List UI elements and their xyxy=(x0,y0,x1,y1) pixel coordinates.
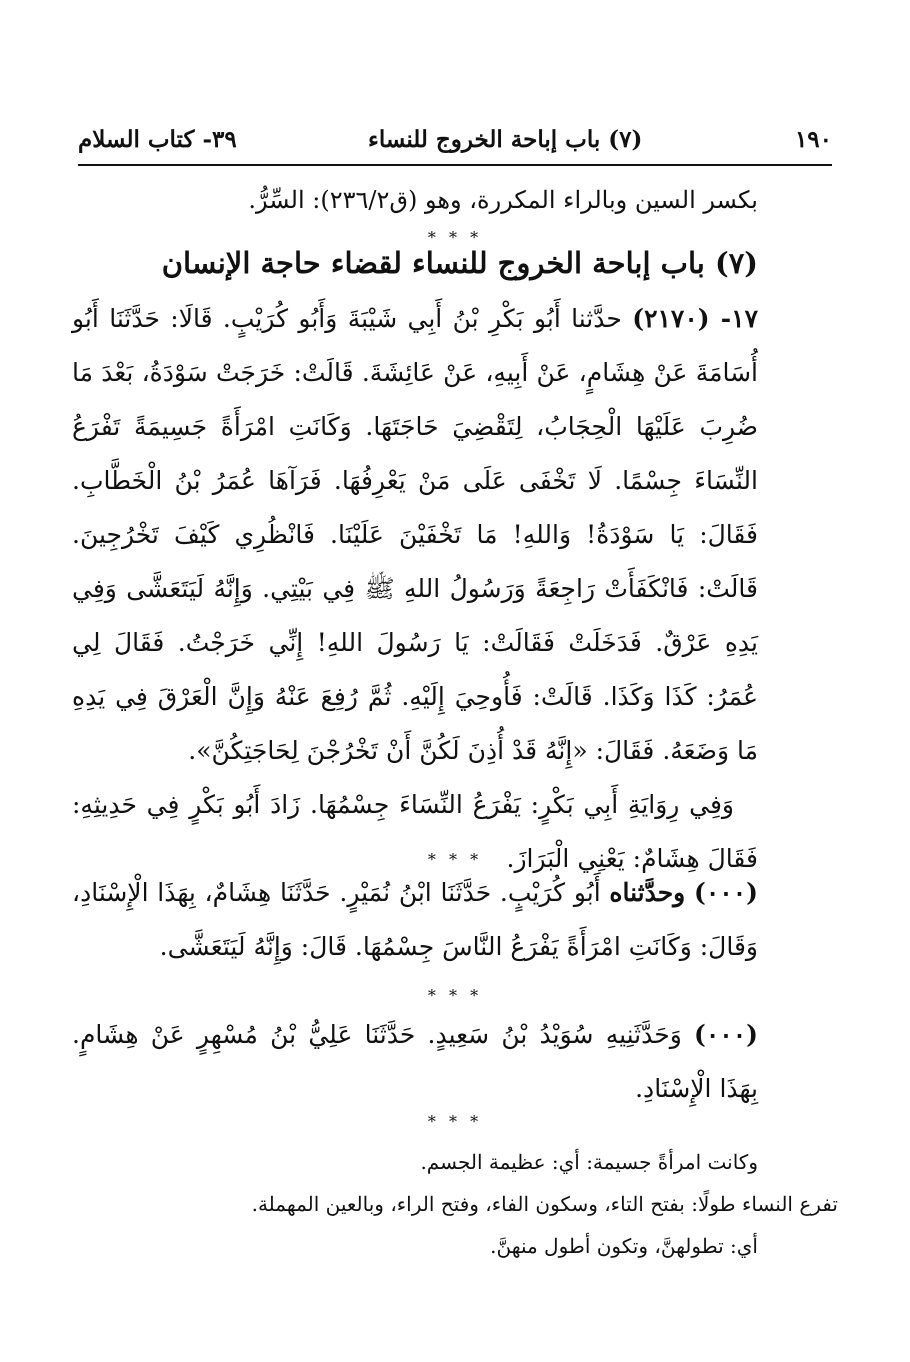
separator-stars: * * * xyxy=(427,986,483,1005)
separator-stars: * * * xyxy=(427,850,483,869)
chapter-title: (٧) باب إباحة الخروج للنساء لقضاء حاجة الإنسان xyxy=(161,246,758,280)
hadith-number: ١٧- (٢١٧٠) xyxy=(632,304,758,333)
hadith-lead: وحدَّثناه xyxy=(609,878,686,907)
running-book-title: ٣٩- كتاب السلام xyxy=(78,126,237,153)
page-header xyxy=(78,126,832,160)
hadith-body: أَبُو كُرَيْبٍ. حَدَّثَنَا ابْنُ نُمَيْرٍ. حَدَّثَنَا هِشَامٌ، بِهَذَا الْإِسْنَادِ، وَقَالَ: وَكَانَتِ امْرَأَةً يَفْرَعُ النَّاسَ جِسْمُهَا. قَالَ: وَإِنَّهُ لَيَتَعَشَّى. xyxy=(72,878,758,961)
hadith-third xyxy=(72,1008,758,1116)
hadith-main-text xyxy=(72,292,758,778)
running-chapter-title: (٧) باب إباحة الخروج للنساء xyxy=(368,126,643,153)
header-rule xyxy=(78,164,832,166)
hadith-body: حدَّثنا أَبُو بَكْرِ بْنُ أَبِي شَيْبَةَ وَأَبُو كُرَيْبٍ. قَالَا: حَدَّثَنَا أَبُو أُسَامَةَ عَنْ هِشَامٍ، عَنْ أَبِيهِ، عَنْ عَائِشَةَ. قَالَتْ: خَرَجَتْ سَوْدَةُ، بَعْدَ مَا ضُرِبَ عَلَيْهَا الْحِجَابُ، لِتَقْضِيَ حَاجَتَهَا. وَكَانَتِ امْرَأَةً جَسِيمَةً تَفْرَعُ النِّسَاءَ جِسْمًا. لَا تَخْفَى عَلَى مَنْ يَعْرِفُهَا. فَرَآهَا عُمَرُ بْنُ الْخَطَّابِ. فَقَالَ: يَا سَوْدَةُ! وَاللهِ! مَا تَخْفَيْنَ عَلَيْنَا. فَانْظُرِي كَيْفَ تَخْرُجِينَ. قَالَتْ: فَانْكَفَأَتْ رَاجِعَةً وَرَسُولُ اللهِ ﷺ فِي بَيْتِي. وَإِنَّهُ لَيَتَعَشَّى وَفِي يَدِهِ عَرْقٌ. فَدَخَلَتْ فَقَالَتْ: يَا رَسُولَ اللهِ! إِنِّي خَرَجْتُ. فَقَالَ لِي عُمَرُ: كَذَا وَكَذَا. قَالَتْ: فَأُوحِيَ إِلَيْهِ. ثُمَّ رُفِعَ عَنْهُ وَإِنَّ الْعَرْقَ فِي يَدِهِ مَا وَضَعَهُ. فَقَالَ: «إِنَّهُ قَدْ أُذِنَ لَكُنَّ أَنْ تَخْرُجْنَ لِحَاجَتِكُنَّ». xyxy=(72,304,758,765)
hadith-second xyxy=(72,866,758,974)
hadith-main xyxy=(72,292,758,886)
hadith-number: (٠٠٠) xyxy=(694,1020,758,1049)
riwaya-text: وَفِي رِوَايَةِ أَبِي بَكْرٍ: يَفْرَعُ النِّسَاءَ جِسْمُهَا. زَادَ أَبُو بَكْرٍ فِي حَدِيثِهِ: فَقَالَ هِشَامٌ: يَعْنِي الْبَرَازَ. xyxy=(72,790,758,873)
footnote-3: أي: تطولهنَّ، وتكون أطول منهنَّ. xyxy=(490,1234,758,1258)
top-note: بكسر السين وبالراء المكررة، وهو (ق٢٣٦/٢): السِّرُّ. xyxy=(248,186,758,214)
separator-stars: * * * xyxy=(427,228,483,247)
footnote-1: وكانت امرأةً جسيمة: أي: عظيمة الجسم. xyxy=(420,1150,758,1174)
footnote-2: تفرع النساء طولًا: بفتح التاء، وسكون الفاء، وفتح الراء، وبالعين المهملة. xyxy=(251,1192,838,1216)
page-number: ١٩٠ xyxy=(794,126,832,153)
hadith-number: (٠٠٠) xyxy=(694,878,758,907)
hadith-body: وَحَدَّثَنِيهِ سُوَيْدُ بْنُ سَعِيدٍ. حَدَّثَنَا عَلِيُّ بْنُ مُسْهِرٍ عَنْ هِشَامٍ. بِهَذَا الْإِسْنَادِ. xyxy=(72,1020,758,1103)
separator-stars: * * * xyxy=(427,1112,483,1131)
